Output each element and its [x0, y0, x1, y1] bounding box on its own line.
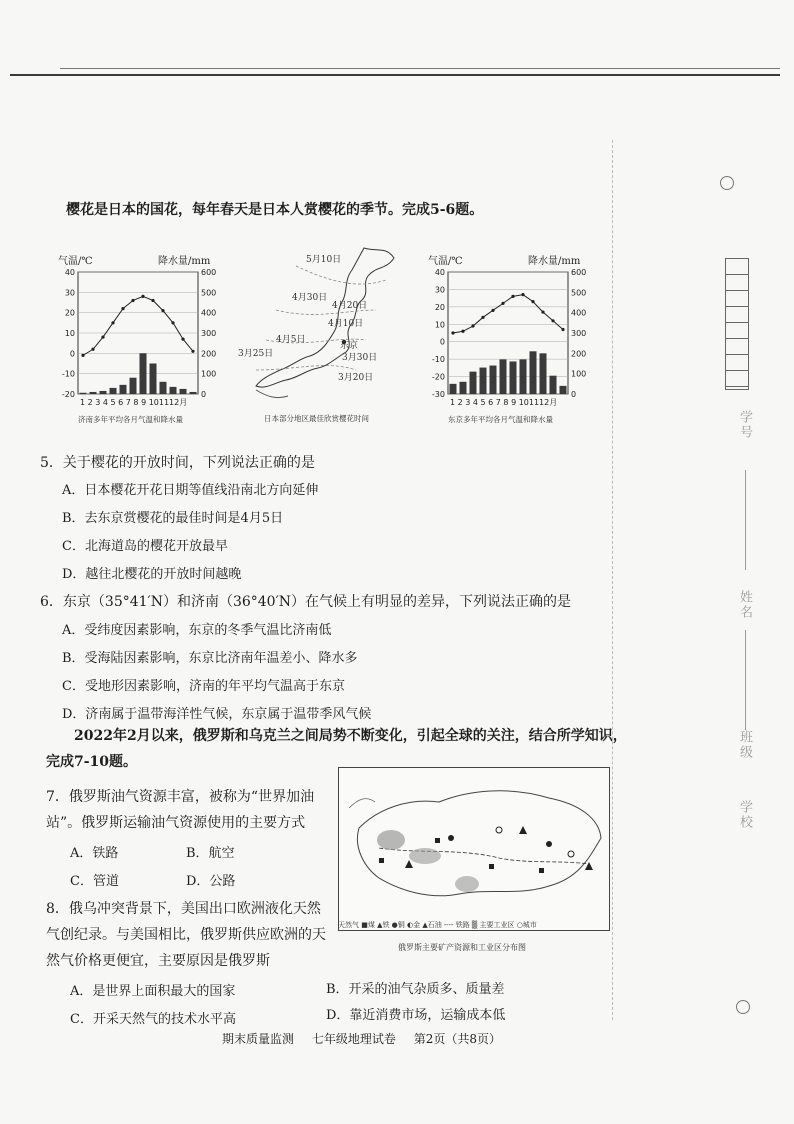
tokyo-climate-chart	[428, 252, 600, 424]
precip-bar	[150, 364, 157, 395]
temperature-point	[81, 354, 84, 357]
precip-bar	[480, 368, 487, 394]
binding-hole-bottom	[736, 1000, 750, 1014]
temperature-point	[481, 316, 484, 319]
temperature-point	[91, 348, 94, 351]
precip-bar	[520, 359, 527, 394]
y-tick-right: 100	[201, 369, 217, 379]
y-tick-right: 400	[201, 308, 217, 318]
precip-bar	[80, 393, 87, 394]
precip-bar	[140, 353, 147, 394]
temperature-point	[491, 309, 494, 312]
chart-caption: 东京多年平均各月气温和降水量	[448, 415, 553, 424]
tokyo-label: 东京	[340, 341, 359, 351]
temperature-point	[141, 295, 144, 298]
precip-bar	[180, 389, 187, 394]
y-tick-left: 20	[434, 302, 445, 312]
map-legend: 天然气 ■煤 ▲铁 ●铜 ◐金 ▲石油 ---- 铁路 ▒ 主要工业区 ○城市	[338, 921, 537, 929]
y-tick-left: -20	[431, 372, 445, 382]
q6-option-d[interactable]: D．济南属于温带海洋性气候，东京属于温带季风气候	[62, 707, 372, 722]
chart-caption: 济南多年平均各月气温和降水量	[78, 415, 183, 424]
side-label-number: 学号	[737, 410, 752, 440]
q5-option-c[interactable]: C．北海道岛的樱花开放最早	[62, 539, 228, 554]
side-label-class: 班级	[737, 730, 752, 760]
precip-bar	[470, 372, 477, 394]
temperature-point	[121, 307, 124, 310]
y-axis-right-label: 降水量/mm	[528, 256, 581, 267]
side-label-name: 姓名	[737, 590, 752, 620]
temperature-point	[171, 321, 174, 324]
q5-option-b[interactable]: B．去东京赏樱花的最佳时间是4月5日	[62, 511, 284, 526]
precip-bar	[540, 353, 547, 394]
y-tick-right: 300	[571, 329, 587, 338]
y-tick-left: -20	[61, 390, 75, 399]
map-caption: 日本部分地区最佳欣赏樱花时间	[264, 414, 369, 423]
precip-bar	[160, 382, 167, 394]
date-label: 4月10日	[328, 319, 364, 329]
y-tick-left: 40	[64, 268, 75, 277]
temperature-point	[111, 321, 114, 324]
q5-option-d[interactable]: D．越往北樱花的开放时间越晚	[62, 567, 242, 582]
y-tick-left: 30	[64, 288, 75, 298]
temperature-point	[541, 310, 544, 313]
q8-option-c[interactable]: C．开采天然气的技术水平高	[70, 1012, 236, 1027]
tokyo-chart-plot	[428, 266, 600, 426]
y-tick-right: 600	[571, 268, 587, 277]
student-id-boxes	[725, 258, 749, 390]
precip-bar	[130, 378, 137, 394]
temperature-point	[451, 331, 454, 334]
date-label: 4月20日	[332, 301, 368, 311]
q5-option-a[interactable]: A．日本樱花开花日期等值线沿南北方向延伸	[62, 483, 319, 498]
q7-option-b[interactable]: B．航空	[186, 846, 235, 861]
precip-bar	[450, 384, 457, 394]
question-6-stem: 6．东京（35°41′N）和济南（36°40′N）在气候上有明显的差异，下列说法正确的是	[40, 594, 572, 610]
y-tick-left: 30	[434, 285, 445, 295]
intro-questions-5-6: 樱花是日本的国花，每年春天是日本人赏樱花的季节。完成5-6题。	[66, 202, 484, 218]
jinan-chart-plot	[58, 266, 230, 426]
temperature-point	[471, 324, 474, 327]
y-tick-left: 40	[434, 268, 445, 277]
y-tick-right: 0	[571, 390, 577, 399]
precip-bar	[120, 385, 127, 394]
y-tick-right: 500	[201, 288, 217, 298]
date-label: 3月25日	[238, 349, 274, 359]
date-label: 3月20日	[338, 373, 374, 383]
precip-bar	[460, 382, 467, 394]
q7-option-c[interactable]: C．管道	[70, 874, 119, 889]
date-label: 4月30日	[292, 293, 328, 303]
footer-exam: 期末质量监测	[222, 1032, 295, 1046]
question-8-stem-line1: 8．俄乌冲突背景下，美国出口欧洲液化天然	[46, 901, 321, 917]
side-line	[745, 630, 746, 730]
temperature-point	[521, 293, 524, 296]
q6-option-b[interactable]: B．受海陆因素影响，东京比济南年温差小、降水多	[62, 651, 358, 666]
side-line	[745, 470, 746, 570]
footer-subject: 七年级地理试卷	[311, 1032, 396, 1046]
temperature-point	[151, 299, 154, 302]
y-tick-right: 600	[201, 268, 217, 277]
y-axis-left-label: 气温/℃	[428, 256, 463, 267]
side-label-school: 学校	[737, 800, 752, 830]
russia-map-outline	[339, 768, 609, 930]
q7-option-a[interactable]: A．铁路	[70, 846, 119, 861]
temperature-line	[83, 296, 193, 355]
russia-map-frame	[338, 767, 610, 931]
y-tick-left: -10	[61, 369, 75, 379]
y-tick-left: -30	[431, 390, 445, 399]
y-tick-left: -10	[431, 355, 445, 365]
y-tick-right: 0	[201, 390, 207, 399]
precip-bar	[500, 359, 507, 394]
binding-margin-line	[612, 140, 614, 1020]
question-5-stem: 5．关于樱花的开放时间，下列说法正确的是	[40, 455, 315, 471]
y-axis-left-label: 气温/℃	[58, 256, 93, 267]
jinan-climate-chart	[58, 252, 230, 424]
precip-bar	[510, 361, 517, 394]
y-tick-left: 0	[69, 349, 75, 359]
precip-bar	[190, 392, 197, 394]
y-tick-right: 200	[571, 349, 587, 359]
temperature-point	[531, 300, 534, 303]
temperature-line	[453, 295, 563, 333]
header-rule-thin	[60, 68, 780, 69]
temperature-point	[511, 295, 514, 298]
question-7-stem-line1: 7．俄罗斯油气资源丰富，被称为“世界加油	[46, 789, 315, 805]
binding-hole-top	[720, 176, 734, 190]
q7-option-d[interactable]: D．公路	[186, 874, 236, 889]
y-tick-left: 0	[439, 337, 445, 347]
temperature-point	[461, 330, 464, 333]
footer-page: 第2页（共8页）	[413, 1032, 501, 1046]
header-rule	[10, 74, 780, 76]
y-tick-right: 200	[201, 349, 217, 359]
y-tick-right: 300	[201, 329, 217, 338]
q8-option-a[interactable]: A．是世界上面积最大的国家	[70, 984, 236, 999]
temperature-point	[501, 302, 504, 305]
date-label: 4月5日	[276, 335, 306, 345]
precip-bar	[560, 386, 567, 394]
y-axis-right-label: 降水量/mm	[158, 256, 211, 267]
y-tick-left: 20	[64, 308, 75, 318]
q8-option-d[interactable]: D．靠近消费市场，运输成本低	[326, 1008, 506, 1023]
precip-bar	[90, 392, 97, 394]
precip-bar	[170, 387, 177, 394]
q6-option-c[interactable]: C．受地形因素影响，济南的年平均气温高于东京	[62, 679, 345, 694]
japan-sakura-map	[236, 240, 426, 425]
question-8-stem-line2: 气创纪录。与美国相比，俄罗斯供应欧洲的天	[46, 927, 326, 943]
precip-bar	[530, 351, 537, 394]
intro-questions-7-10-line1: 2022年2月以来，俄罗斯和乌克兰之间局势不断变化，引起全球的关注，结合所学知识，	[74, 728, 627, 744]
y-tick-right: 400	[571, 308, 587, 318]
x-tick-labels: 1 2 3 4 5 6 7 8 9 101112月	[450, 398, 558, 407]
page-footer	[222, 1030, 515, 1047]
temperature-point	[561, 328, 564, 331]
y-tick-right: 100	[571, 369, 587, 379]
question-8-stem-line3: 然气价格更便宜，主要原因是俄罗斯	[46, 953, 270, 969]
y-tick-right: 500	[571, 288, 587, 298]
q6-option-a[interactable]: A．受纬度因素影响，东京的冬季气温比济南低	[62, 623, 332, 638]
temperature-point	[131, 299, 134, 302]
y-tick-left: 10	[434, 320, 445, 330]
y-tick-left: 10	[64, 329, 75, 338]
precip-bar	[100, 391, 107, 394]
map-caption: 俄罗斯主要矿产资源和工业区分布图	[398, 943, 526, 952]
temperature-point	[161, 309, 164, 312]
precip-bar	[110, 388, 117, 394]
temperature-point	[181, 338, 184, 341]
temperature-point	[191, 350, 194, 353]
temperature-point	[551, 319, 554, 322]
intro-questions-7-10-line2: 完成7-10题。	[46, 754, 138, 770]
russia-resource-map	[338, 767, 610, 955]
date-label: 3月30日	[342, 353, 378, 363]
date-label: 5月10日	[306, 255, 342, 265]
temperature-point	[101, 335, 104, 338]
precip-bar	[490, 366, 497, 394]
x-tick-labels: 1 2 3 4 5 6 7 8 9 101112月	[80, 398, 188, 407]
question-7-stem-line2: 站”。俄罗斯运输油气资源使用的主要方式	[46, 815, 306, 831]
q8-option-b[interactable]: B．开采的油气杂质多、质量差	[326, 982, 505, 997]
precip-bar	[550, 376, 557, 394]
